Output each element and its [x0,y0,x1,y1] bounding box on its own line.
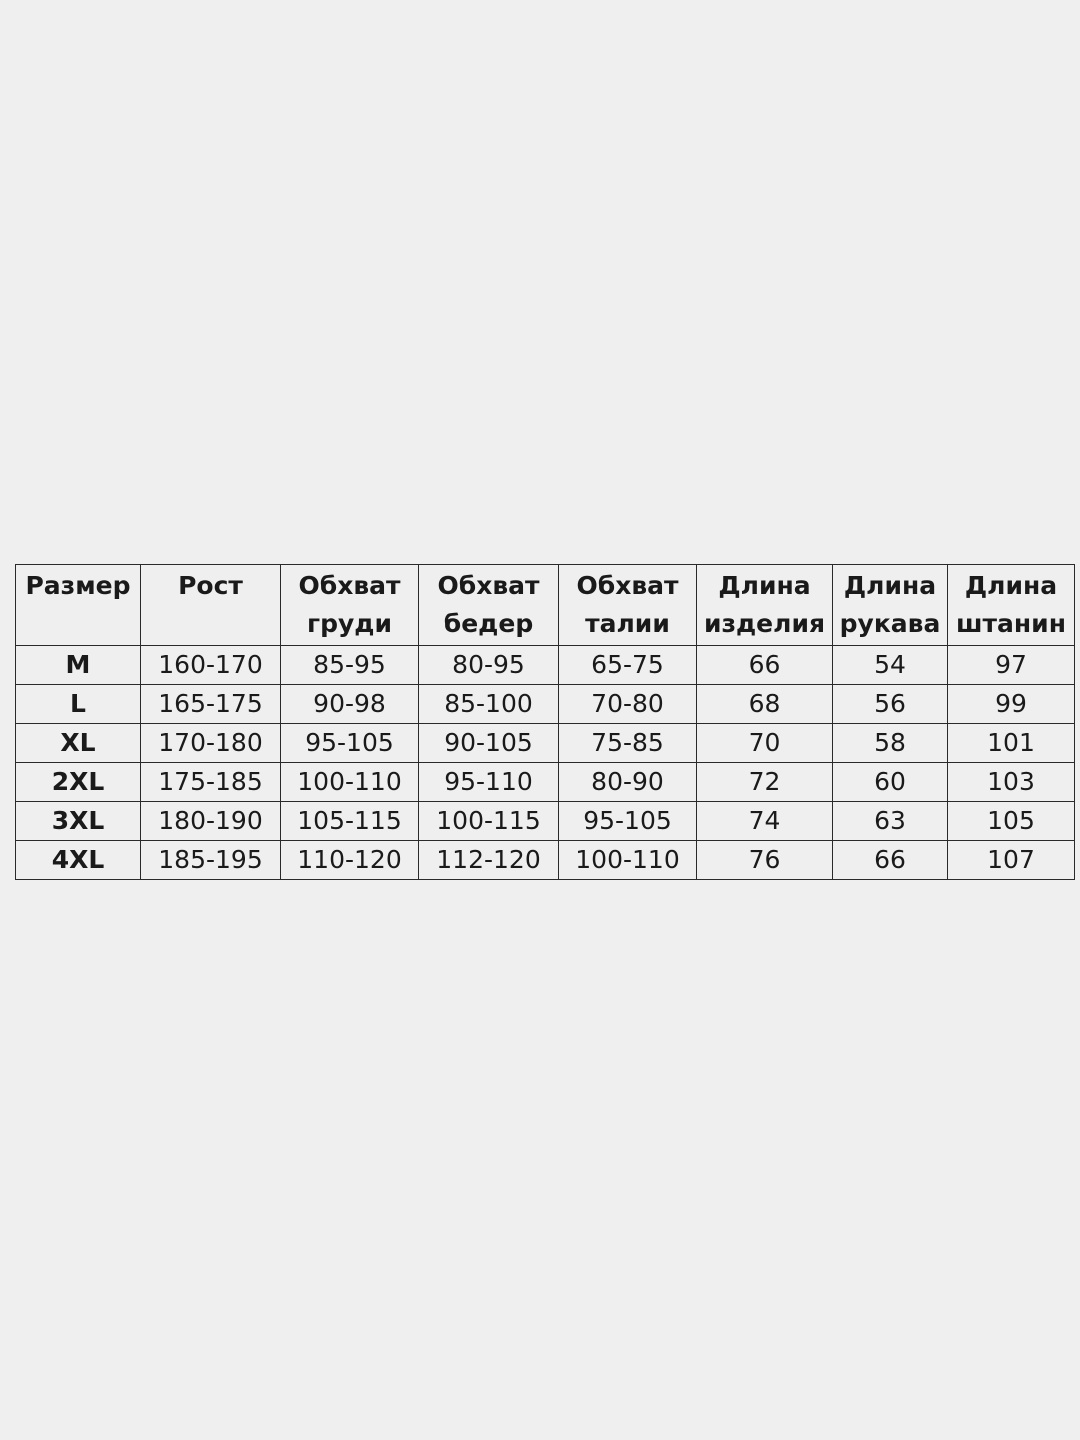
table-cell: 97 [948,646,1075,685]
header-trousers [948,565,1075,646]
header-sleeve [833,565,948,646]
header-line: Обхват [298,571,401,600]
table-cell: 103 [948,763,1075,802]
header-line: изделия [703,609,826,638]
header-row [16,565,1075,646]
table-cell: 70-80 [559,685,697,724]
table-row [16,646,1075,685]
header-line: Длина [718,571,811,600]
table-row [16,802,1075,841]
table-cell: 110-120 [281,841,419,880]
table-cell: 185-195 [141,841,281,880]
table-cell: 170-180 [141,724,281,763]
header-size [16,565,141,646]
table-row [16,763,1075,802]
header-height [141,565,281,646]
size-cell: 4XL [16,841,141,880]
table-cell: 80-90 [559,763,697,802]
table-cell: 90-98 [281,685,419,724]
table-cell: 100-110 [559,841,697,880]
table-cell: 54 [833,646,948,685]
table-cell: 107 [948,841,1075,880]
table-cell: 68 [697,685,833,724]
table-cell: 160-170 [141,646,281,685]
table-cell: 100-110 [281,763,419,802]
table-cell: 95-105 [559,802,697,841]
header-line: Длина [843,571,937,600]
header-line: груди [307,609,392,638]
table-cell: 56 [833,685,948,724]
table-cell: 165-175 [141,685,281,724]
header-hips [419,565,559,646]
table-cell: 105 [948,802,1075,841]
table-cell: 66 [697,646,833,685]
table-cell: 74 [697,802,833,841]
table-cell: 101 [948,724,1075,763]
size-cell: M [16,646,141,685]
table-cell: 65-75 [559,646,697,685]
table-cell: 76 [697,841,833,880]
table-cell: 75-85 [559,724,697,763]
table-cell: 63 [833,802,948,841]
table-cell: 58 [833,724,948,763]
table-cell: 90-105 [419,724,559,763]
table-cell: 95-110 [419,763,559,802]
size-cell: XL [16,724,141,763]
table-cell: 60 [833,763,948,802]
table-cell: 85-100 [419,685,559,724]
header-line: бедер [443,609,534,638]
table-row [16,841,1075,880]
table-row [16,724,1075,763]
header-line: талии [585,609,670,638]
header-line: Обхват [437,571,540,600]
header-waist [559,565,697,646]
table-cell: 80-95 [419,646,559,685]
header-line: штанин [956,609,1066,638]
size-cell: 3XL [16,802,141,841]
header-line: рукава [839,609,941,638]
header-line: Длина [964,571,1058,600]
header-line: Обхват [576,571,679,600]
table-cell: 70 [697,724,833,763]
header-line: Рост [178,571,243,600]
header-line: Размер [25,571,131,600]
table-cell: 85-95 [281,646,419,685]
header-chest [281,565,419,646]
table-cell: 66 [833,841,948,880]
table-cell: 72 [697,763,833,802]
table-cell: 95-105 [281,724,419,763]
size-cell: 2XL [16,763,141,802]
size-chart-table [15,564,1075,880]
table-cell: 105-115 [281,802,419,841]
table-row [16,685,1075,724]
size-cell: L [16,685,141,724]
table-cell: 175-185 [141,763,281,802]
table-cell: 112-120 [419,841,559,880]
table-cell: 99 [948,685,1075,724]
header-length [697,565,833,646]
table-cell: 180-190 [141,802,281,841]
table-cell: 100-115 [419,802,559,841]
